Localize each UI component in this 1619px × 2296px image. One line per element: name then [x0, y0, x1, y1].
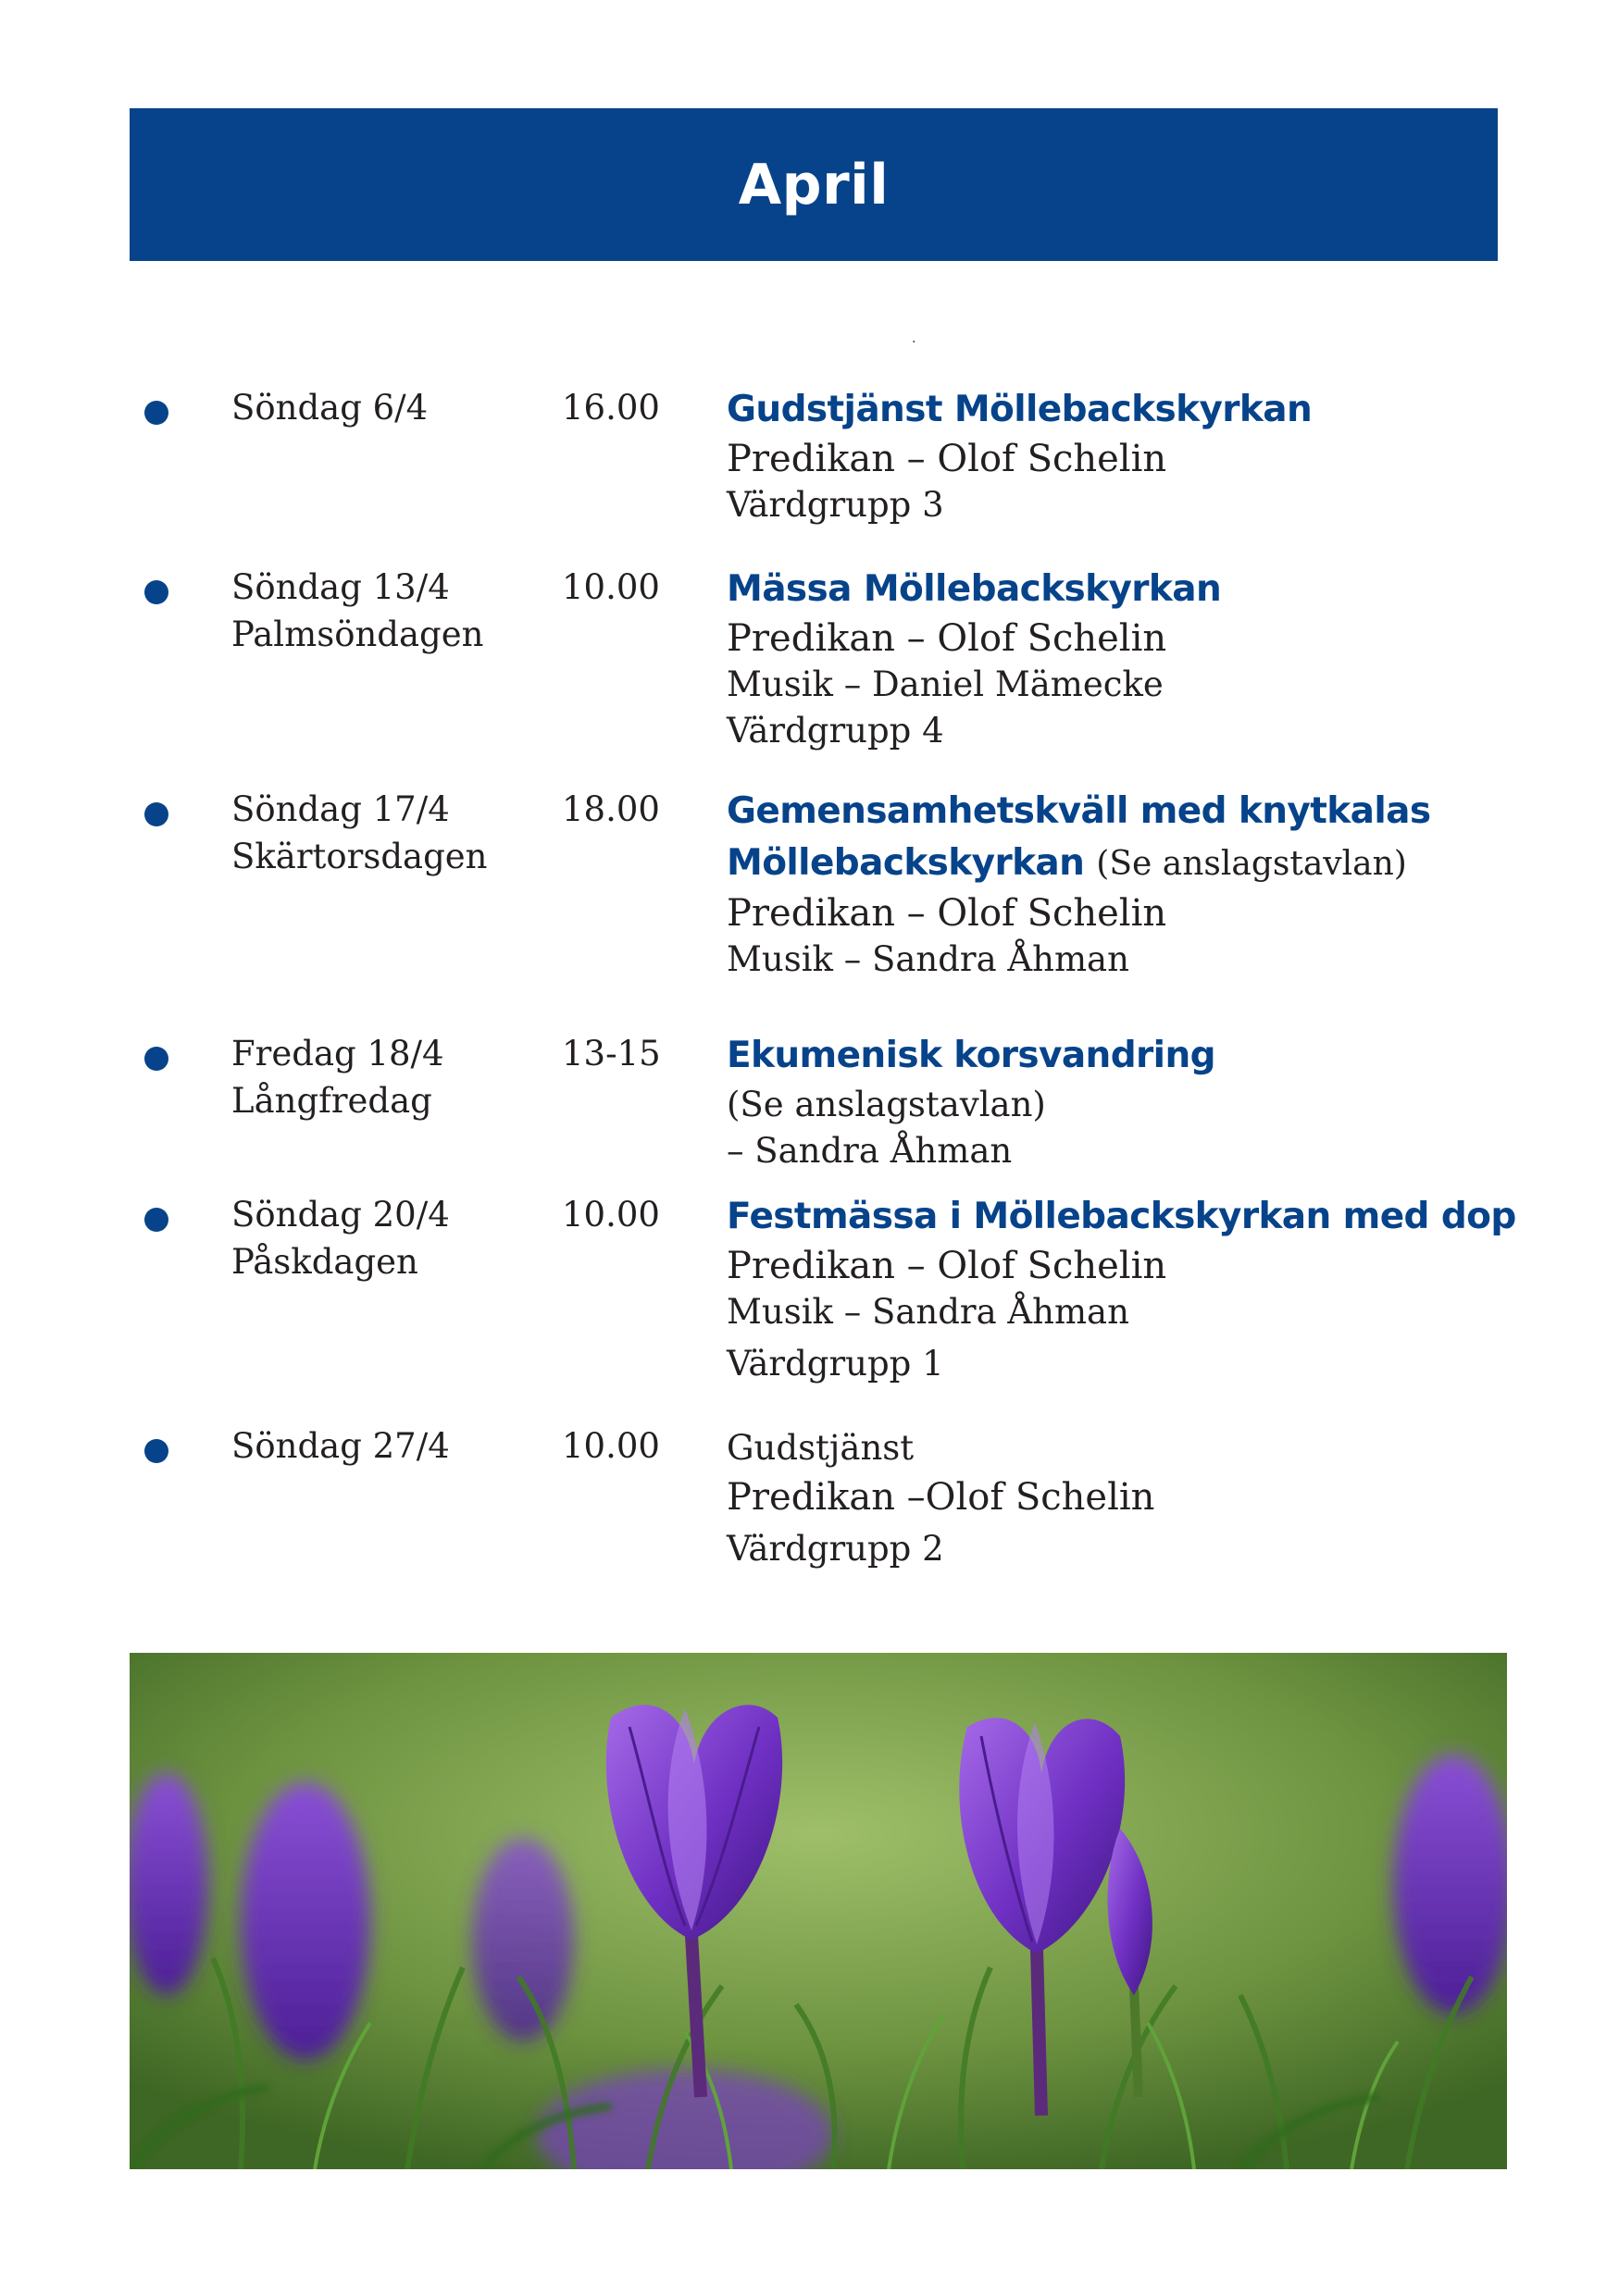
event-day: Söndag 20/4 — [231, 1195, 450, 1235]
event-line: Musik – Daniel Mämecke — [727, 664, 1164, 704]
event-line: Värdgrupp 1 — [727, 1344, 944, 1384]
bullet-icon — [144, 1439, 168, 1463]
stray-mark: . — [912, 331, 916, 346]
month-header — [130, 108, 1498, 261]
event-details — [727, 564, 1513, 754]
event-title-continued — [727, 838, 1513, 890]
event-title-note: (Se anslagstavlan) — [1096, 845, 1407, 883]
bullet-icon — [144, 802, 168, 826]
event-time: 10.00 — [562, 567, 660, 607]
event-title: Mässa Möllebackskyrkan — [727, 568, 1222, 610]
event-details — [727, 384, 1513, 528]
event-time: 10.00 — [562, 1426, 660, 1466]
event-day: Söndag 17/4 — [231, 789, 450, 829]
event-title: Ekumenisk korsvandring — [727, 1035, 1215, 1076]
bullet-icon — [144, 1208, 168, 1232]
event-time: 10.00 — [562, 1195, 660, 1235]
event-day: Fredag 18/4 — [231, 1034, 444, 1074]
event-title: Festmässa i Möllebackskyrkan med dop — [727, 1196, 1516, 1237]
event-details — [727, 1030, 1513, 1174]
event-title: Gudstjänst Möllebackskyrkan — [727, 389, 1313, 430]
event-date — [231, 1191, 450, 1285]
event-time: 13-15 — [562, 1034, 661, 1074]
event-day: Söndag 6/4 — [231, 388, 429, 428]
event-holiday: Palmsöndagen — [231, 614, 484, 654]
event-line: Musik – Sandra Åhman — [727, 939, 1129, 979]
event-date — [231, 1030, 444, 1124]
event-holiday: Påskdagen — [231, 1242, 418, 1282]
event-date — [231, 384, 428, 431]
event-line: Värdgrupp 2 — [727, 1529, 944, 1569]
event-details — [727, 786, 1513, 983]
event-date — [231, 786, 488, 880]
event-title-venue: Möllebackskyrkan — [727, 842, 1085, 884]
event-day: Söndag 27/4 — [231, 1426, 450, 1466]
event-title: Gudstjänst — [727, 1428, 915, 1468]
event-line: Värdgrupp 4 — [727, 711, 944, 751]
bullet-icon — [144, 580, 168, 604]
event-line: Predikan – Olof Schelin — [727, 892, 1167, 935]
event-line: Predikan –Olof Schelin — [727, 1476, 1155, 1519]
crocus-illustration — [130, 1653, 1507, 2169]
event-line: Värdgrupp 3 — [727, 485, 944, 525]
event-time: 18.00 — [562, 789, 660, 829]
event-line: Musik – Sandra Åhman — [727, 1292, 1129, 1332]
bullet-icon — [144, 1047, 168, 1071]
event-line: (Se anslagstavlan) — [727, 1085, 1046, 1124]
event-details — [727, 1422, 1513, 1572]
crocus-photo — [130, 1653, 1507, 2169]
event-line: Predikan – Olof Schelin — [727, 617, 1167, 660]
event-details — [727, 1191, 1516, 1387]
event-line: Predikan – Olof Schelin — [727, 1245, 1167, 1287]
event-day: Söndag 13/4 — [231, 567, 450, 607]
event-holiday: Skärtorsdagen — [231, 837, 488, 876]
event-holiday: Långfredag — [231, 1081, 432, 1121]
event-line: Predikan – Olof Schelin — [727, 438, 1167, 480]
event-line: – Sandra Åhman — [727, 1131, 1013, 1171]
month-title: April — [738, 152, 890, 217]
event-title: Gemensamhetskväll med knytkalas — [727, 790, 1431, 832]
event-date — [231, 564, 483, 658]
bullet-icon — [144, 401, 168, 425]
event-time: 16.00 — [562, 388, 660, 428]
event-date — [231, 1422, 450, 1470]
